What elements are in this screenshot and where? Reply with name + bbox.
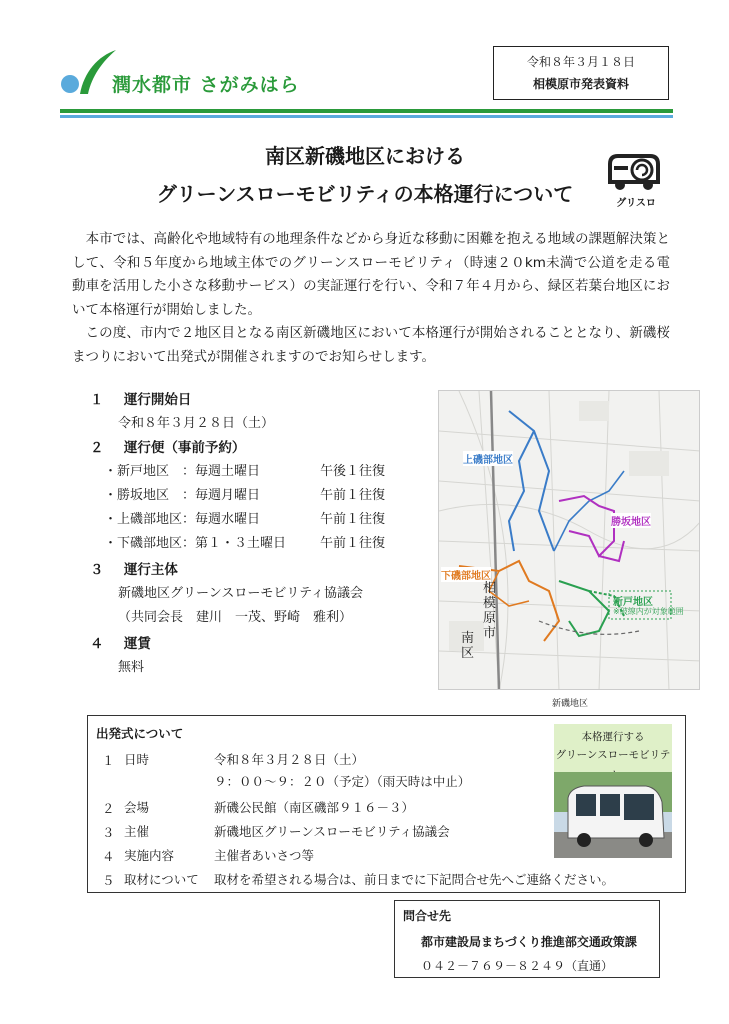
operator-name: 新磯地区グリーンスローモビリティ協議会 xyxy=(118,586,364,601)
section-title: 運行便（事前予約） xyxy=(123,440,246,456)
ceremony-heading: 出発式について xyxy=(96,726,184,741)
map-label-minami: 南区 xyxy=(461,631,475,661)
ceremony-table xyxy=(102,750,615,894)
table-row: ４ 実施内容 主催者あいさつ等 xyxy=(102,848,315,864)
intro-paragraph-1: 本市では、高齢化や地域特有の地理条件などから身近な移動に困難を抱える地域の課題解決策として、令和５年度から地域主体でのグリーンスローモビリティ（時速２０km未満で公道を走る電動車を活用した小さな移動サービス）の実証運行を行い、令和７年４月から、緑区若葉台地区において本格運行が開始しました。 xyxy=(72,231,670,318)
route-list xyxy=(104,460,386,556)
contact-phone: ０４２－７６９－８２４９（直通） xyxy=(421,959,614,973)
table-row: ５ 取材について 取材を希望される場合は、前日までに下記問合せ先へご連絡ください。 xyxy=(102,872,615,888)
release-date: 令和８年３月１８日 xyxy=(526,55,635,69)
section-2: ２ 運行便（事前予約） xyxy=(90,440,246,456)
grislo-badge-label: グリスロ xyxy=(616,198,656,209)
route-row: ・下磯部地区：第１・３土曜日 午前１往復 xyxy=(104,536,386,551)
table-row: ９：００～９：２０（予定）（雨天時は中止） xyxy=(214,774,471,789)
map-label-shimoisobe: 下磯部地区 xyxy=(441,567,491,582)
map-label-shindo-note: ※破線内が対象範囲 xyxy=(613,607,684,616)
header-rule-green xyxy=(60,109,673,113)
route-map-drawing xyxy=(439,391,700,690)
section-title: 運行主体 xyxy=(123,562,178,578)
map-label-shindo: 新戸地区 xyxy=(613,597,653,608)
contact-heading: 問合せ先 xyxy=(403,909,452,923)
route-row: ・勝坂地区 ：毎週月曜日 午前１往復 xyxy=(104,488,386,503)
route-row: ・新戸地区 ：毎週土曜日 午後１往復 xyxy=(104,464,386,479)
route-row: ・上磯部地区：毎週水曜日 午前１往復 xyxy=(104,512,386,527)
header-rule-blue xyxy=(60,115,673,118)
table-row: １ 日時 令和８年３月２８日（土） xyxy=(102,752,365,768)
city-logo-text: 潤水都市 さがみはら xyxy=(112,74,300,96)
map-label-kamiisobe: 上磯部地区 xyxy=(463,451,513,466)
photo-label: 本格運行する グリーンスローモビリテ xyxy=(554,724,672,772)
map-label-sagamihara: 相模原市 xyxy=(483,581,497,641)
route-map xyxy=(438,390,700,690)
page-title-line1: 南区新磯地区における xyxy=(265,144,465,168)
section-3: ３ 運行主体 xyxy=(90,562,178,578)
section-1: １ 運行開始日 xyxy=(90,392,192,408)
contact-box xyxy=(394,900,660,978)
operator-chairs: （共同会長 建川 一茂、野崎 雅利） xyxy=(118,610,353,625)
intro-paragraph-2: この度、市内で２地区目となる南区新磯地区において本格運行が開始されることとなり、新磯桜まつりにおいて出発式が開催されますのでお知らせします。 xyxy=(72,325,670,365)
section-title: 運行開始日 xyxy=(123,392,192,408)
issuer: 相模原市発表資料 xyxy=(532,77,629,91)
vehicle-photo xyxy=(554,772,672,858)
section-title: 運賃 xyxy=(123,636,151,652)
page-title-line2: グリーンスローモビリティの本格運行について xyxy=(156,182,574,206)
map-label-katsusaka: 勝坂地区 xyxy=(611,513,651,528)
press-release-box xyxy=(493,46,669,100)
table-row: ３ 主催 新磯地区グリーンスローモビリティ協議会 xyxy=(102,824,450,840)
contact-department: 都市建設局まちづくり推進部交通政策課 xyxy=(421,935,637,949)
table-row: ２ 会場 新磯公民館（南区磯部９１６－３） xyxy=(102,800,415,816)
map-caption: 新磯地区 xyxy=(551,699,588,709)
fare-value: 無料 xyxy=(118,660,145,675)
city-logo-icon xyxy=(58,48,118,98)
section-4: ４ 運賃 xyxy=(90,636,151,652)
start-date: 令和８年３月２８日（土） xyxy=(118,416,275,431)
